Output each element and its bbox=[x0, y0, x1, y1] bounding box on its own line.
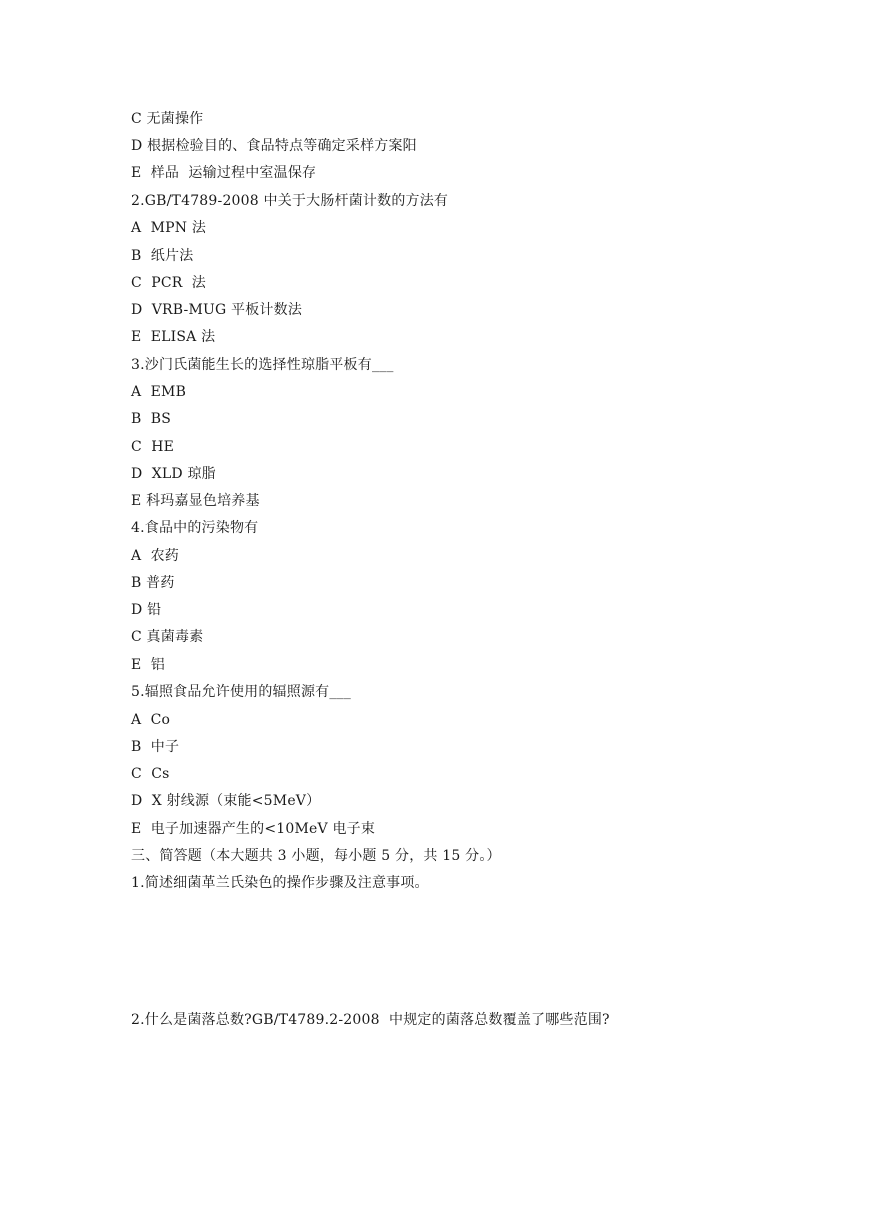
option-a-pesticide: A 农药 bbox=[131, 548, 180, 564]
option-a-emb: A EMB bbox=[131, 384, 187, 400]
option-c-cs: C Cs bbox=[131, 766, 170, 782]
option-d-sampling-plan: D 根据检验目的、食品特点等确定采样方案阳 bbox=[131, 138, 417, 154]
short-answer-2: 2.什么是菌落总数?GB/T4789.2-2008 中规定的菌落总数覆盖了哪些范围? bbox=[131, 1012, 610, 1028]
option-a-co: A Co bbox=[131, 712, 171, 728]
option-b-neutron: B 中子 bbox=[131, 739, 180, 755]
option-a-mpn: A MPN 法 bbox=[131, 220, 207, 236]
option-c-he: C HE bbox=[131, 439, 175, 455]
option-b-paper: B 纸片法 bbox=[131, 248, 194, 264]
question-4: 4.食品中的污染物有 bbox=[131, 520, 259, 536]
option-b-bs: B BS bbox=[131, 411, 172, 427]
option-d-lead: D 铅 bbox=[131, 602, 162, 618]
option-c-aseptic: C 无菌操作 bbox=[131, 111, 204, 127]
option-c-mycotoxin: C 真菌毒素 bbox=[131, 629, 204, 645]
question-5: 5.辐照食品允许使用的辐照源有___ bbox=[131, 684, 351, 700]
option-b-pu-yao: B 普药 bbox=[131, 575, 175, 591]
option-e-room-temp: E 样品 运输过程中室温保存 bbox=[131, 165, 317, 181]
short-answer-1: 1.简述细菌革兰氏染色的操作步骤及注意事项。 bbox=[131, 875, 429, 891]
section-3-heading: 三、简答题（本大题共 3 小题，每小题 5 分，共 15 分。） bbox=[131, 848, 501, 864]
option-e-elisa: E ELISA 法 bbox=[131, 329, 216, 345]
option-d-xld: D XLD 琼脂 bbox=[131, 466, 216, 482]
option-e-chromagar: E 科玛嘉显色培养基 bbox=[131, 493, 260, 509]
option-c-pcr: C PCR 法 bbox=[131, 275, 206, 291]
option-e-aluminum: E 铝 bbox=[131, 657, 165, 673]
question-3: 3.沙门氏菌能生长的选择性琼脂平板有___ bbox=[131, 357, 394, 373]
option-d-xray: D X 射线源（束能<5MeV） bbox=[131, 793, 321, 809]
option-d-vrb-mug: D VRB-MUG 平板计数法 bbox=[131, 302, 303, 318]
question-2: 2.GB/T4789-2008 中关于大肠杆菌计数的方法有 bbox=[131, 193, 449, 209]
option-e-electron-beam: E 电子加速器产生的<10MeV 电子束 bbox=[131, 821, 376, 837]
